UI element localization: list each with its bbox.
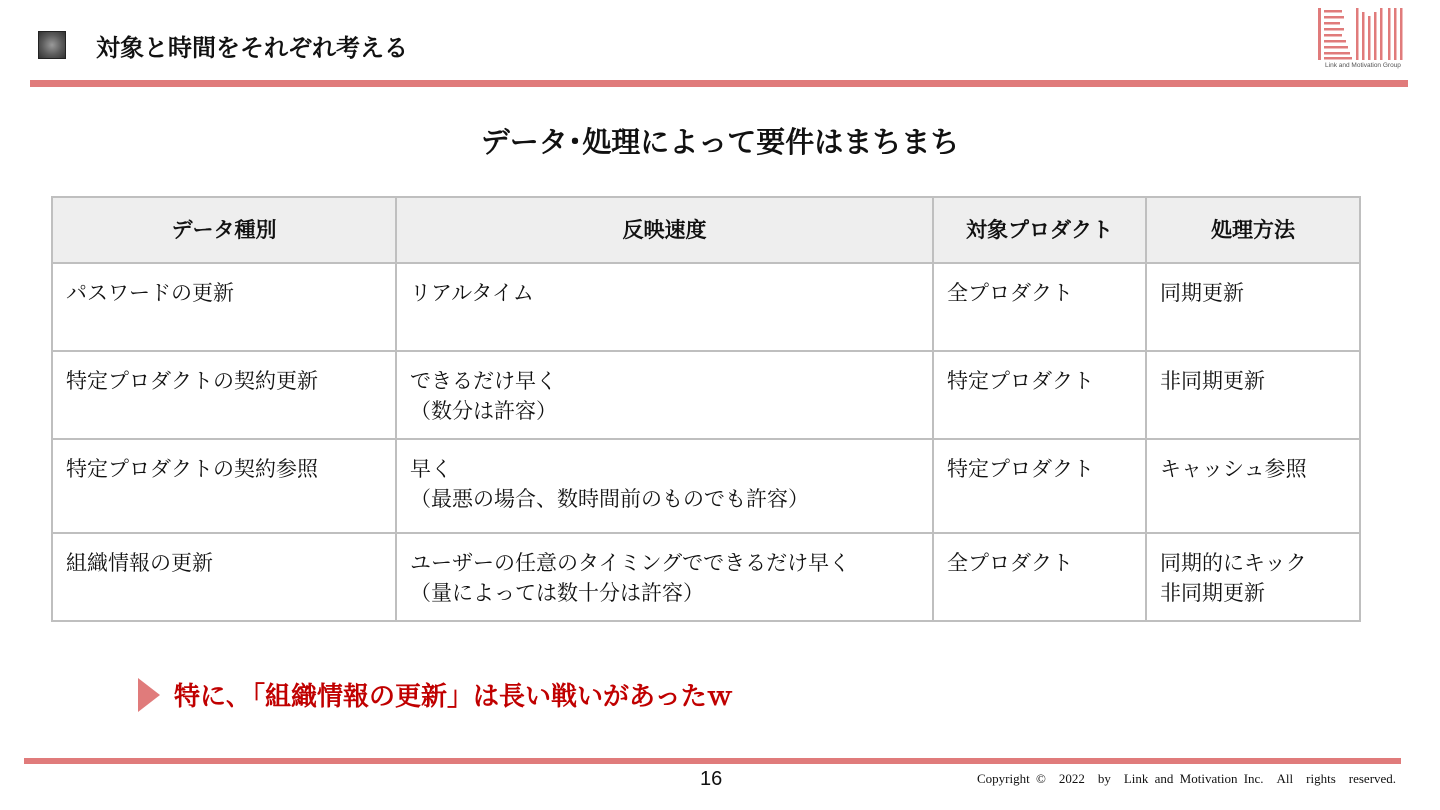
column-header-speed: 反映速度 (396, 197, 933, 263)
cell-speed (396, 263, 933, 351)
column-header-data-type: データ種別 (52, 197, 396, 263)
page-title: 対象と時間をそれぞれ考える (96, 34, 408, 62)
cell-text: 特定プロダクトの契約参照 (66, 457, 318, 481)
cell-text: （数分は許容） (410, 399, 557, 423)
triangle-arrow-icon (138, 678, 160, 712)
table-header-row (52, 197, 1360, 263)
highlight-note-text: 特に､「組織情報の更新」は長い戦いがあったｗ (174, 682, 733, 712)
cell-target (933, 439, 1146, 533)
header-square-icon (38, 31, 66, 59)
cell-speed (396, 439, 933, 533)
copyright-notice: Copyright © 2022 by Link and Motivation Inc. All rights reserved. (977, 771, 1397, 786)
cell-text: 非同期更新 (1160, 581, 1265, 605)
cell-text: 特定プロダクトの契約更新 (66, 369, 318, 393)
column-header-method: 処理方法 (1146, 197, 1360, 263)
cell-method (1146, 439, 1360, 533)
slide-heading: データ･処理によって要件はまちまち (480, 125, 960, 159)
cell-text: 全プロダクト (947, 281, 1073, 305)
cell-data-type (52, 439, 396, 533)
cell-data-type (52, 351, 396, 439)
requirements-table (51, 196, 1361, 622)
cell-method (1146, 533, 1360, 621)
table-row (52, 439, 1360, 533)
cell-text: （最悪の場合、数時間前のものでも許容） (410, 487, 809, 511)
bottom-divider (24, 758, 1401, 764)
cell-text: 組織情報の更新 (66, 551, 213, 575)
cell-target (933, 533, 1146, 621)
cell-method (1146, 263, 1360, 351)
cell-method (1146, 351, 1360, 439)
logo-caption: Link and Motivation Group (1325, 62, 1401, 69)
cell-text: 早く (410, 457, 452, 481)
cell-text: ユーザーの任意のタイミングでできるだけ早く (410, 551, 851, 575)
cell-text: リアルタイム (410, 281, 534, 305)
top-divider (30, 80, 1408, 87)
cell-text: 非同期更新 (1160, 369, 1265, 393)
cell-text: できるだけ早く (410, 369, 557, 393)
page-number: 16 (700, 768, 723, 790)
cell-text: 特定プロダクト (947, 457, 1094, 481)
cell-text: パスワードの更新 (66, 281, 234, 305)
cell-speed (396, 351, 933, 439)
cell-data-type (52, 263, 396, 351)
highlight-note (138, 676, 733, 713)
cell-text: 同期更新 (1160, 281, 1244, 305)
cell-text: 同期的にキック (1160, 551, 1307, 575)
cell-speed (396, 533, 933, 621)
cell-target (933, 263, 1146, 351)
cell-data-type (52, 533, 396, 621)
cell-text: 特定プロダクト (947, 369, 1094, 393)
cell-text: （量によっては数十分は許容） (410, 581, 704, 605)
table-row (52, 533, 1360, 621)
column-header-target: 対象プロダクト (933, 197, 1146, 263)
cell-text: キャッシュ参照 (1160, 457, 1307, 481)
cell-text: 全プロダクト (947, 551, 1073, 575)
table-row (52, 263, 1360, 351)
cell-target (933, 351, 1146, 439)
table-row (52, 351, 1360, 439)
